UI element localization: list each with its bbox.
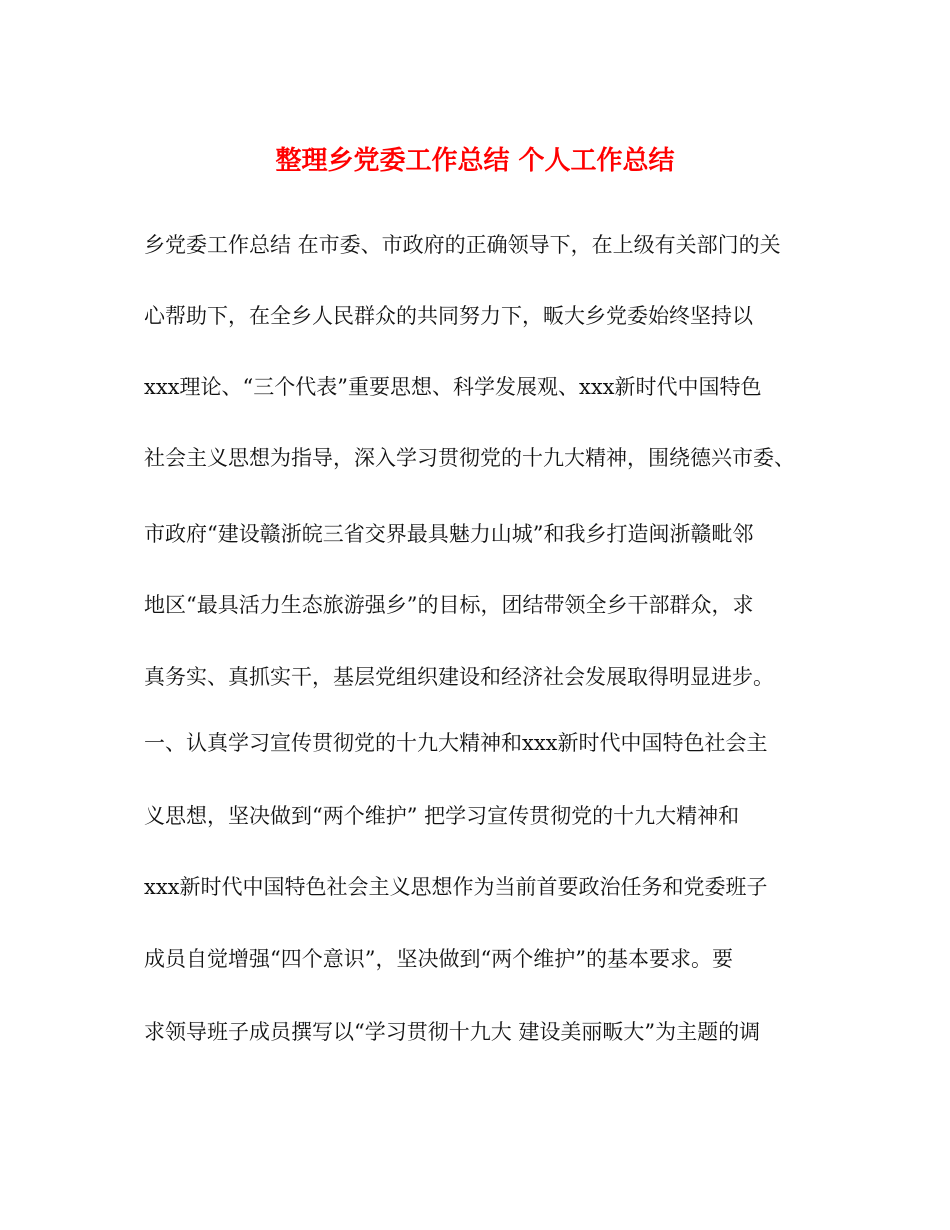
paragraph-line-11: 成员自觉增强“四个意识”，坚决做到“两个维护”的基本要求。要 [144, 947, 733, 971]
paragraph-line-1: 乡党委工作总结 在市委、市政府的正确领导下，在上级有关部门的关 [144, 233, 781, 257]
paragraph-line-4: 社会主义思想为指导，深入学习贯彻党的十九大精神，围绕德兴市委、 [144, 446, 795, 470]
paragraph-line-8: 一、认真学习宣传贯彻党的十九大精神和xxx新时代中国特色社会主 [144, 731, 768, 755]
paragraph-line-6: 地区“最具活力生态旅游强乡”的目标，团结带领全乡干部群众，求 [144, 593, 754, 617]
paragraph-line-9: 义思想，坚决做到“两个维护” 把学习宣传贯彻党的十九大精神和 [144, 804, 740, 828]
paragraph-line-3: xxx理论、“三个代表”重要思想、科学发展观、xxx新时代中国特色 [144, 375, 762, 399]
paragraph-line-2: 心帮助下，在全乡人民群众的共同努力下，畈大乡党委始终坚持以 [144, 304, 753, 328]
paragraph-line-10: xxx新时代中国特色社会主义思想作为当前首要政治任务和党委班子 [144, 875, 768, 899]
paragraph-line-5: 市政府“建设赣浙皖三省交界最具魅力山城”和我乡打造闽浙赣毗邻 [144, 522, 754, 546]
paragraph-line-12: 求领导班子成员撰写以“学习贯彻十九大 建设美丽畈大”为主题的调 [144, 1020, 761, 1044]
document-title: 整理乡党委工作总结 个人工作总结 [275, 146, 675, 176]
paragraph-line-7: 真务实、真抓实干，基层党组织建设和经济社会发展取得明显进步。 [144, 665, 774, 689]
